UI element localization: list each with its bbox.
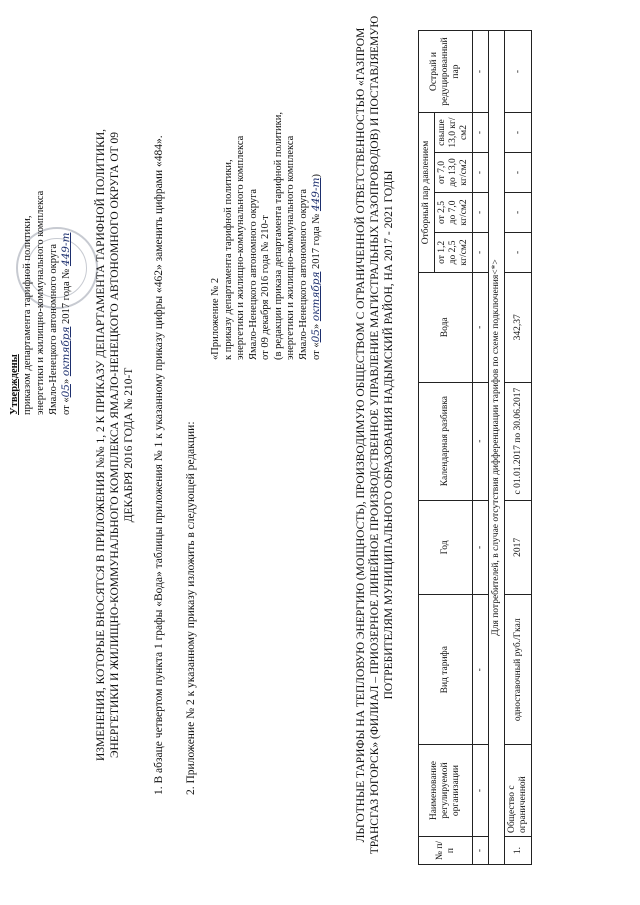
group-note: Для потребителей, в случае отсутствия дифференциации тарифов по схеме подключения<*> [489,31,505,865]
handwritten-day: 05 [310,329,322,343]
header-steam: Отборный пар давлением [419,113,435,273]
header-pressure-3: от 7,0 до 13,0 кг/см2 [435,153,473,193]
table-group-row [489,31,505,865]
tariff-table [418,30,532,865]
handwritten-number: 449-т [60,232,72,267]
approval-line: энергетики и жилищно-коммунального комплекса [35,190,46,415]
approval-line: приказом департамента тарифной политики, [22,215,33,415]
tariffs-title: ЛЬГОТНЫЕ ТАРИФЫ НА ТЕПЛОВУЮ ЭНЕРГИЮ (МОЩНОСТЬ), ПРОИЗВОДИМУЮ ОБЩЕСТВОМ С ОГРАНИЧЕННОЙ ОТВЕТСТВЕННОСТЬЮ «ГАЗПРОМ ТРАНСГАЗ ЮГОРСК» (ФИЛИАЛ – ПРИОЗЕРНОЕ ЛИНЕЙНОЕ ПРОИЗВОДСТВЕННОЕ УПРАВЛЕНИЕ МАГИСТРАЛЬНЫХ ГАЗОПРОВОДОВ) И ПОСТАВЛЯЕМУЮ ПОТРЕБИТЕЛЯМ МУНИЦИПАЛЬНОГО ОБРАЗОВАНИЯ НАДЫМСКИЙ РАЙОН, НА 2017 - 2021 ГОДЫ [355,15,395,855]
header-period: Календарная разбивка [419,382,473,500]
table-row: - - - - - - - - - - - [473,31,489,865]
appendix-line: к приказу департамента тарифной политики, [222,159,234,360]
appendix-line: энергетики и жилищно-коммунального комплекса [235,135,246,360]
header-num: № п/п [419,837,473,865]
header-pressure-2: от 2,5 до 7,0 кг/см2 [435,192,473,232]
approval-line: Ямало-Ненецкого автономного округа [48,243,59,415]
header-sharp-steam: Острый и редуцированный пар [419,31,473,113]
handwritten-month: октября [60,326,72,377]
paragraph-2: 2. Приложение № 2 к указанному приказу изложить в следующей редакции: [185,421,197,795]
paragraph-1: 1. В абзаце четвертом пункта 1 графы «Вода» таблицы приложения № 1 к указанному приказу цифры «462» заменить цифрами «484». [153,135,165,795]
header-year: Год [419,500,473,595]
handwritten-number: 449-т [310,177,322,212]
table-header-row [419,31,435,865]
appendix-line: от 09 декабря 2016 года № 210-т [260,215,271,360]
appendix-line: Ямало-Ненецкого автономного округа [247,188,259,360]
header-org: Наименование регулируемой организации [419,745,473,837]
handwritten-month: октября [310,271,322,322]
approval-block [8,115,73,415]
appendix-line: Ямало-Ненецкого автономного округа [297,188,309,360]
header-pressure-4: свыше 13,0 кг/см2 [435,113,473,153]
appendix-line: энергетики и жилищно-коммунального комплекса [285,135,296,360]
header-pressure-1: от 1,2 до 2,5 кг/см2 [435,232,473,272]
appendix-date: от «05» октября 2017 года № 449-т) [310,174,322,360]
changes-title: ИЗМЕНЕНИЯ, КОТОРЫЕ ВНОСЯТСЯ В ПРИЛОЖЕНИЯ №№ 1, 2 К ПРИКАЗУ ДЕПАРТАМЕНТА ТАРИФНОЙ ПОЛИТИКИ, ЭНЕРГЕТИКИ И ЖИЛИЩНО-КОММУНАЛЬНОГО КОМПЛЕКСА ЯМАЛО-НЕНЕЦКОГО АВТОНОМНОГО ОКРУГА ОТ 09 ДЕКАБРЯ 2016 ГОДА № 210-Т [95,129,135,762]
handwritten-day: 05 [60,384,72,398]
header-water: Вода [419,272,473,382]
header-type: Вид тарифа [419,595,473,745]
approval-heading: Утверждены [9,354,20,415]
table-row: 1. Общество с ограниченной одноставочный руб./Гкал 2017 с 01.01.2017 по 30.06.2017 342,37 - - - - - [505,31,532,865]
appendix-line: (в редакции приказа департамента тарифной политики, [272,112,284,360]
appendix-block [210,110,324,360]
appendix-line: «Приложение № 2 [210,277,221,360]
approval-date: от «05» октября 2017 года № 449-т [60,232,72,415]
